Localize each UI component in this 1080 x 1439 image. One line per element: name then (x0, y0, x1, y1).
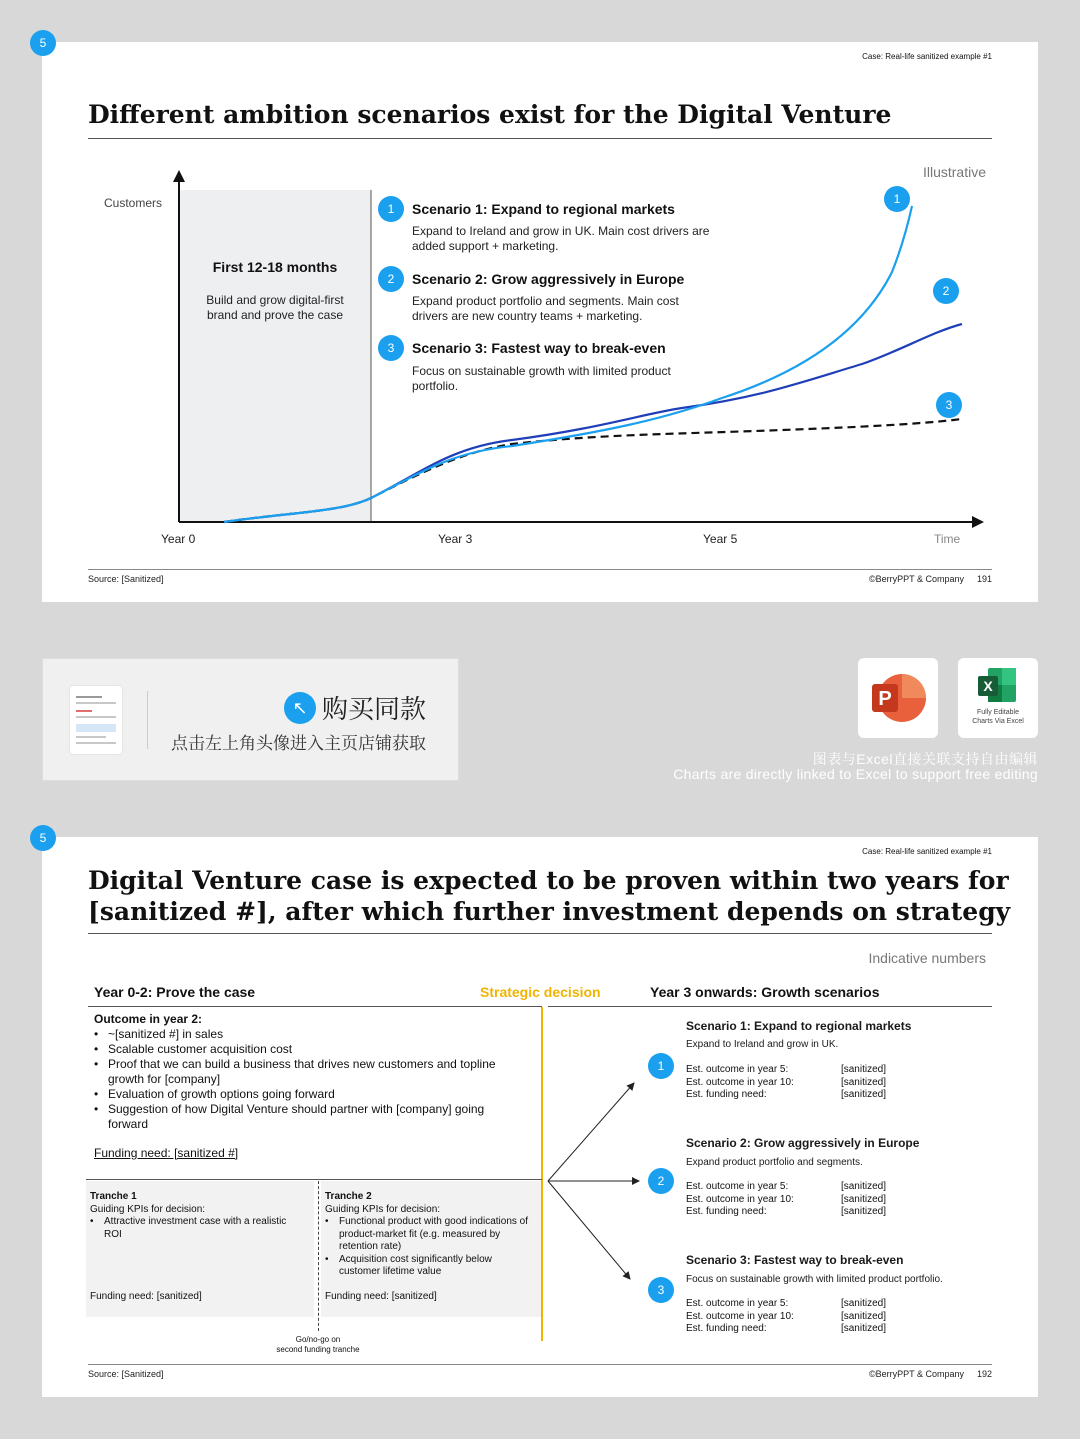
figure-label: Est. funding need: (686, 1089, 767, 1100)
tranche-1-kpi: • Attractive investment case with a realistic ROI (90, 1216, 306, 1241)
tranche-1-funding: Funding need: [sanitized] (90, 1291, 202, 1302)
arrow-to-scenario-3 (548, 1181, 630, 1279)
figure-label: Est. outcome in year 10: (686, 1193, 794, 1205)
tranche-2-title: Tranche 2 (325, 1191, 372, 1202)
scenario-2-desc: Expand product portfolio and segments. Main cost drivers are new country teams + marketing. (412, 294, 679, 323)
banner-divider (147, 691, 148, 749)
figure-value: [sanitized] (840, 1298, 886, 1309)
powerpoint-app-tile[interactable] (858, 658, 938, 738)
page-badge: 5 (30, 30, 56, 56)
copyright: ©BerryPPT & Company (869, 574, 964, 584)
scenario-2-desc: Expand product portfolio and segments. (686, 1157, 863, 1168)
scenario-1-figures (686, 1064, 886, 1102)
page-number: 192 (976, 1369, 992, 1379)
source-note: Source: [Sanitized] (88, 1369, 164, 1379)
slide-title: Different ambition scenarios exist for the Digital Venture (88, 100, 892, 129)
buy-label: 购买同款 (321, 694, 426, 724)
figure-value: [sanitized] (840, 1181, 886, 1192)
scenario-2-badge: 2 (378, 266, 404, 292)
scenario-3-title: Scenario 3: Fastest way to break-even (686, 1253, 904, 1267)
source-note: Source: [Sanitized] (88, 574, 164, 584)
figure-value: [sanitized] (840, 1064, 886, 1075)
case-label: Case: Real-life sanitized example #1 (862, 847, 992, 856)
x-tick-year-0: Year 0 (161, 532, 196, 546)
template-thumbnail[interactable] (69, 685, 123, 755)
powerpoint-icon (858, 658, 938, 738)
scenario-1-desc: Expand to Ireland and grow in UK. (686, 1039, 839, 1050)
scenario-1-badge: 1 (648, 1053, 674, 1079)
excel-caption-1: Fully Editable (976, 709, 1020, 716)
x-axis-arrow-icon (972, 516, 984, 528)
indicative-tag: Indicative numbers (868, 950, 986, 966)
phase-title: First 12-18 months (212, 259, 338, 275)
x-tick-year-5: Year 5 (703, 532, 738, 546)
title-line-1: Digital Venture case is expected to be proven within two years for (88, 866, 1009, 895)
tranche-2-kpi: • Functional product with good indications of product-market fit (e.g. measured by retention rate) (325, 1216, 535, 1254)
scenario-3-desc: Focus on sustainable growth with limited product portfolio. (412, 364, 671, 393)
figure-label: Est. funding need: (686, 1323, 767, 1334)
page-badge: 5 (30, 825, 56, 851)
scenario-2-figures (686, 1181, 886, 1219)
outcome-title: Outcome in year 2: (94, 1012, 203, 1026)
figure-value: [sanitized] (840, 1310, 886, 1322)
curve-2-badge: 2 (933, 278, 959, 304)
figure-value: [sanitized] (840, 1323, 886, 1334)
tranche-1-kpi-label: Guiding KPIs for decision: (90, 1203, 206, 1215)
buy-same-button[interactable] (284, 689, 426, 726)
figure-label: Est. outcome in year 5: (686, 1064, 789, 1075)
scenario-2-badge: 2 (648, 1168, 674, 1194)
figure-label: Est. funding need: (686, 1206, 767, 1217)
scenario-1-title: Scenario 1: Expand to regional markets (686, 1019, 912, 1033)
slide-191 (39, 36, 1038, 602)
y-axis-arrow-icon (173, 170, 185, 182)
outcome-item: • Scalable customer acquisition cost (94, 1042, 520, 1057)
purchase-banner[interactable] (42, 658, 459, 781)
figure-value: [sanitized] (840, 1193, 886, 1205)
scenario-1-title: Scenario 1: Expand to regional markets (412, 201, 675, 217)
scenario-arrows (42, 837, 1038, 1397)
buy-instruction: 点击左上角头像进入主页店铺获取 (171, 734, 426, 753)
outcome-item: • Suggestion of how Digital Venture should partner with [company] going forward (94, 1102, 520, 1132)
footer-divider (88, 1364, 992, 1365)
curve-3-badge: 3 (936, 392, 962, 418)
tranche-1-title: Tranche 1 (90, 1191, 137, 1202)
strategic-decision-heading: Strategic decision (480, 984, 601, 1000)
phase-description: Build and grow digital-first brand and prove the case (206, 293, 344, 322)
arrow-up-left-icon: ↖ (284, 692, 316, 724)
case-label: Case: Real-life sanitized example #1 (862, 52, 992, 61)
scenario-1-badge: 1 (378, 196, 404, 222)
curve-1-badge: 1 (884, 186, 910, 212)
slide-192 (39, 831, 1038, 1397)
figure-label: Est. outcome in year 5: (686, 1298, 789, 1309)
y-axis-label: Customers (104, 196, 163, 210)
outcome-item: • Evaluation of growth options going forward (94, 1087, 520, 1102)
tranche-2-kpi: • Acquisition cost significantly below customer lifetime value (325, 1254, 535, 1279)
scenario-3-badge: 3 (378, 335, 404, 361)
figure-label: Est. outcome in year 10: (686, 1076, 794, 1088)
scenario-3-figures (686, 1298, 886, 1336)
x-tick-year-3: Year 3 (438, 532, 473, 546)
illustrative-tag: Illustrative (922, 164, 986, 180)
svg-text:X: X (983, 678, 993, 694)
figure-value: [sanitized] (840, 1206, 886, 1217)
scenario-3-desc: Focus on sustainable growth with limited product portfolio. (686, 1274, 943, 1285)
promo-text-cn: 图表与Excel直接关联支持自由编辑 (812, 751, 1038, 767)
tranche-2-funding: Funding need: [sanitized] (325, 1291, 437, 1302)
scenario-1-desc: Expand to Ireland and grow in UK. Main cost drivers are added support + marketing. (412, 224, 710, 253)
outcome-item: • Proof that we can build a business that drives new customers and topline growth for [company] (94, 1057, 520, 1087)
promo-text-en: Charts are directly linked to Excel to support free editing (673, 766, 1038, 782)
figure-label: Est. outcome in year 10: (686, 1310, 794, 1322)
scenario-2-title: Scenario 2: Grow aggressively in Europe (412, 271, 685, 287)
footer-divider (88, 569, 992, 570)
right-column-heading: Year 3 onwards: Growth scenarios (650, 984, 880, 1000)
phase-shade (179, 190, 371, 522)
gonogo-line-2: second funding tranche (276, 1345, 360, 1354)
gonogo-line-1: Go/no-go on (295, 1335, 341, 1344)
excel-app-tile[interactable] (958, 658, 1038, 738)
figure-label: Est. outcome in year 5: (686, 1181, 789, 1192)
scenario-3-badge: 3 (648, 1277, 674, 1303)
funding-need: Funding need: [sanitized #] (94, 1146, 239, 1160)
copyright: ©BerryPPT & Company (869, 1369, 964, 1379)
tranche-2-kpi-label: Guiding KPIs for decision: (325, 1203, 441, 1215)
title-line-2: [sanitized #], after which further investment depends on strategy (88, 897, 1011, 926)
x-tick-time: Time (934, 532, 961, 546)
excel-caption-2: Charts Via Excel (972, 718, 1024, 725)
left-column-heading: Year 0-2: Prove the case (94, 984, 256, 1000)
figure-value: [sanitized] (840, 1076, 886, 1088)
scenario-3-title: Scenario 3: Fastest way to break-even (412, 340, 666, 356)
figure-value: [sanitized] (840, 1089, 886, 1100)
scenario-2-title: Scenario 2: Grow aggressively in Europe (686, 1136, 920, 1150)
outcome-item: • ~[sanitized #] in sales (94, 1027, 520, 1042)
page-number: 191 (976, 574, 992, 584)
arrow-to-scenario-1 (548, 1083, 634, 1181)
svg-text:P: P (878, 688, 892, 710)
